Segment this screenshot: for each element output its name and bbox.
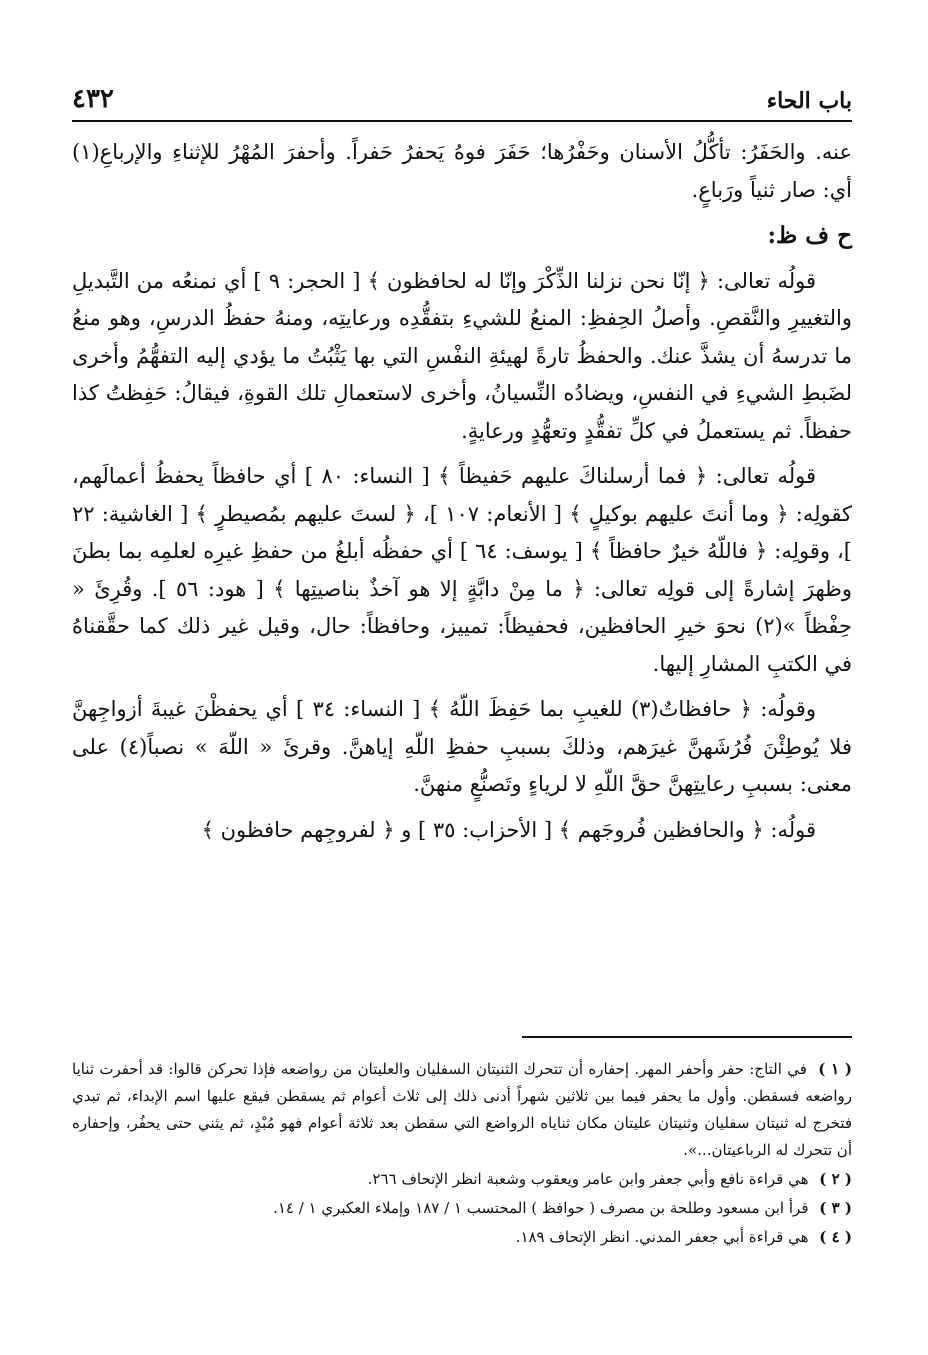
footnote-text: هي قراءة أبي جعفر المدني. انظر الإتحاف ١٨٩. [515, 1228, 809, 1246]
running-header [72, 68, 852, 122]
root-heading: ح ف ظ: [767, 222, 852, 249]
main-text [72, 134, 852, 849]
footnote-text: قرأ ابن مسعود وطلحة بن مصرف ( حوافظ ) المحتسب ١ / ١٨٧ وإملاء العكبري ١ / ١٤. [273, 1199, 809, 1217]
paragraph-2: قولُه تعالى: ﴿ إنّا نحن نزلنا الذِّكْرَ وإنّا له لحافظون ﴾ [ الحجر: ٩ ] أي نمنعُه من التَّبديلِ والتغييرِ والنَّقصِ. وأصلُ الحِفظِ: المنعُ للشيءِ بتفقُّدِه ورعايتِه، ومنهُ حفظُ الدرسِ، وهو منعُ ما تدرسهُ أن يشذَّ عنك. والحفظُ تارةً لهيئةِ النفْسِ التي بها يَثْبُتُ ما يؤدي إليه التفهُّمُ وأخرى لضَبطِ الشيءِ في النفسِ، ويضادُه النِّسيانُ، وأخرى لاستعمالِ تلك القوةِ، فيقالُ: حَفِظتُ كذا حفظاً. ثم يستعملُ في كلِّ تفقُّدٍ وتعهُّدٍ ورعايةٍ. [72, 268, 852, 443]
footnote-number: ( ٤ ) [819, 1228, 852, 1246]
paragraph-1: عنه. والحَفَرُ: تأكُّلُ الأسنان وحَفْرُها؛ حَفَرَ فوهُ يَحفرُ حَفراً. وأحفرَ المُهْرُ للإثناءِ والإرباعِ(١) أي: صار ثنياً ورَباعٍ. [72, 140, 852, 202]
paragraph-5: قولُه: ﴿ والحافظين فُروجَهم ﴾ [ الأحزاب: ٣٥ ] و ﴿ لفروجِهم حافظون ﴾ [201, 817, 816, 842]
footnote-2 [72, 1166, 852, 1193]
footnote-number: ( ٣ ) [819, 1199, 852, 1217]
footnote-1 [72, 1056, 852, 1164]
book-page [72, 68, 852, 1338]
footnote-text: هي قراءة نافع وأبي جعفر وابن عامر ويعقوب وشعبة انظر الإتحاف ٢٦٦. [367, 1170, 809, 1188]
paragraph-3: قولُه تعالى: ﴿ فما أرسلناكَ عليهم حَفيظاً ﴾ [ النساء: ٨٠ ] أي حافظاً يحفظُ أعمالَهم، كقولِه: ﴿ وما أنتَ عليهم بوكيلٍ ﴾ [ الأنعام: ١٠٧ ]، ﴿ لستَ عليهم بمُصيطرٍ ﴾ [ الغاشية: ٢٢ ]، وقولِه: ﴿ فاللّهُ خيرٌ حافظاً ﴾ [ يوسف: ٦٤ ] أي حفظُه أبلغُ من حفظِ غيرِه لعلمِه بما بطنَ وظهرَ إشارةً إلى قولِه تعالى: ﴿ ما مِنْ دابَّةٍ إلا هو آخذٌ بناصيتِها ﴾ [ هود: ٥٦ ]. وقُرِئَ « حِفْظاً »(٢) نحوَ خيرِ الحافظين، فحفيظاً: تمييز، وحافظاً: حال، وقيل غير ذلك كما حقَّقناهُ في الكتبِ المشارِ إليها. [72, 464, 852, 676]
paragraph-4: وقولُه: ﴿ حافظاتٌ(٣) للغيبِ بما حَفِظَ اللّهُ ﴾ [ النساء: ٣٤ ] أي يحفظْنَ غيبةَ أزواجِهنَّ فلا يُوطِئْنَ فُرُشَهنَّ غيرَهم، وذلكَ بسببِ حفظِ اللّهِ إياهنَّ. وقرئَ « اللّهَ » نصباً(٤) على معنى: بسببِ رعايتِهنَّ حقَّ اللّهِ لا لرياءٍ وتَصنُّعٍ منهنَّ. [72, 697, 852, 796]
footnote-number: ( ٢ ) [819, 1170, 852, 1188]
footnote-separator [522, 1036, 852, 1038]
footnote-text: في التاج: حفر وأحفر المهر. إحفاره أن تتحرك الثنيتان السفليان والعليتان من رواضعه فإذا تحركن قالوا: قد أحفرت ثنايا رواضعه فسقطن. وأول ما يحفر فيما بين ثلاثين شهراً أدنى ذلك إلى ثلاث أعوام ثم يسقطن فيقع عليها اسم الإبداء، ثم تبدي فتخرج له ثنيتان سفليان وثنيتان عليتان مكان ثناياه الرواضع التي سقطن بعد ثلاثة أعوام فهو مُبْدٍ، ثم يثني حتى يحفُر، وإحفاره أن تتحرك له الرباعيتان...». [72, 1060, 852, 1159]
footnote-4 [72, 1224, 852, 1251]
footnote-3 [72, 1195, 852, 1222]
chapter-title: باب الحاء [766, 88, 852, 114]
footnote-number: ( ١ ) [818, 1060, 852, 1078]
footnotes [72, 1056, 852, 1253]
page-number: ٤٣٢ [72, 84, 114, 114]
